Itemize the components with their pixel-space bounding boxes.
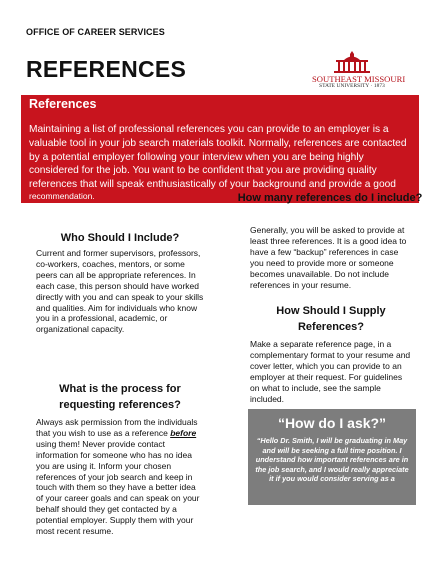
ask-body: “Hello Dr. Smith, I will be graduating in May and will be seeking a full time position. I understand how important references are in the job search, and I would really appreciate it if you would consider serving as a — [255, 436, 409, 484]
banner-title: References — [29, 97, 97, 111]
logo-name: SOUTHEAST MISSOURI — [312, 74, 406, 84]
building-icon — [330, 50, 374, 74]
banner-trail: recommendation. — [29, 191, 95, 201]
how-many-heading: How many references do I include? — [237, 192, 423, 204]
process-body-a: Always ask permission from the individuals that you wish to use as a reference — [36, 417, 198, 438]
supply-body: Make a separate reference page, in a complementary format to your resume and cover letter, which you can provide to an employer at their request. For guidelines on what to include, see the sample included. — [250, 339, 411, 404]
office-label: OFFICE OF CAREER SERVICES — [26, 27, 165, 37]
how-many-body: Generally, you will be asked to provide at least three references. It is a good idea to have a few “backup” references in case you need to provide more or someone becomes unavailable. Do not include references in your resume. — [250, 225, 407, 290]
process-body-b: using them! Never provide contact information for someone who has no idea you are using it. Inform your chosen references of your job search and keep in touch with them so they have a better idea of your career goals and can speak on your behalf should they get contacted by a potential employer. Supply them with your most recent resume. — [36, 438, 200, 537]
intro-banner — [21, 95, 419, 203]
who-body: Current and former supervisors, professors, co-workers, coaches, mentors, or some peers can all be appropriate references. In each case, this person should have worked directly with you and can speak to your skills and qualities. Aim for individuals who know you in a professional, academic, or organizational capacity. — [36, 248, 204, 335]
ask-title: “How do I ask?” — [277, 415, 387, 431]
page-title: REFERENCES — [26, 56, 187, 82]
process-body — [36, 417, 204, 537]
process-body-emphasis: before — [170, 427, 197, 438]
logo-subname: STATE UNIVERSITY · 1873 — [319, 83, 385, 89]
who-heading: Who Should I Include? — [60, 232, 180, 244]
process-heading: What is the process for requesting references? — [59, 383, 181, 411]
university-logo — [312, 50, 406, 94]
supply-heading: How Should I Supply References? — [276, 305, 386, 333]
ask-quote-box — [248, 409, 416, 505]
banner-text: Maintaining a list of professional references you can provide to an employer is a valuable tool in your job search materials toolkit. Normally, references are contacted by a potential employer following your interview when you are being highly considered for the job. You want to be confident that you are providing quality references that will speak enthusiastically of your background and provide a good — [29, 124, 407, 191]
